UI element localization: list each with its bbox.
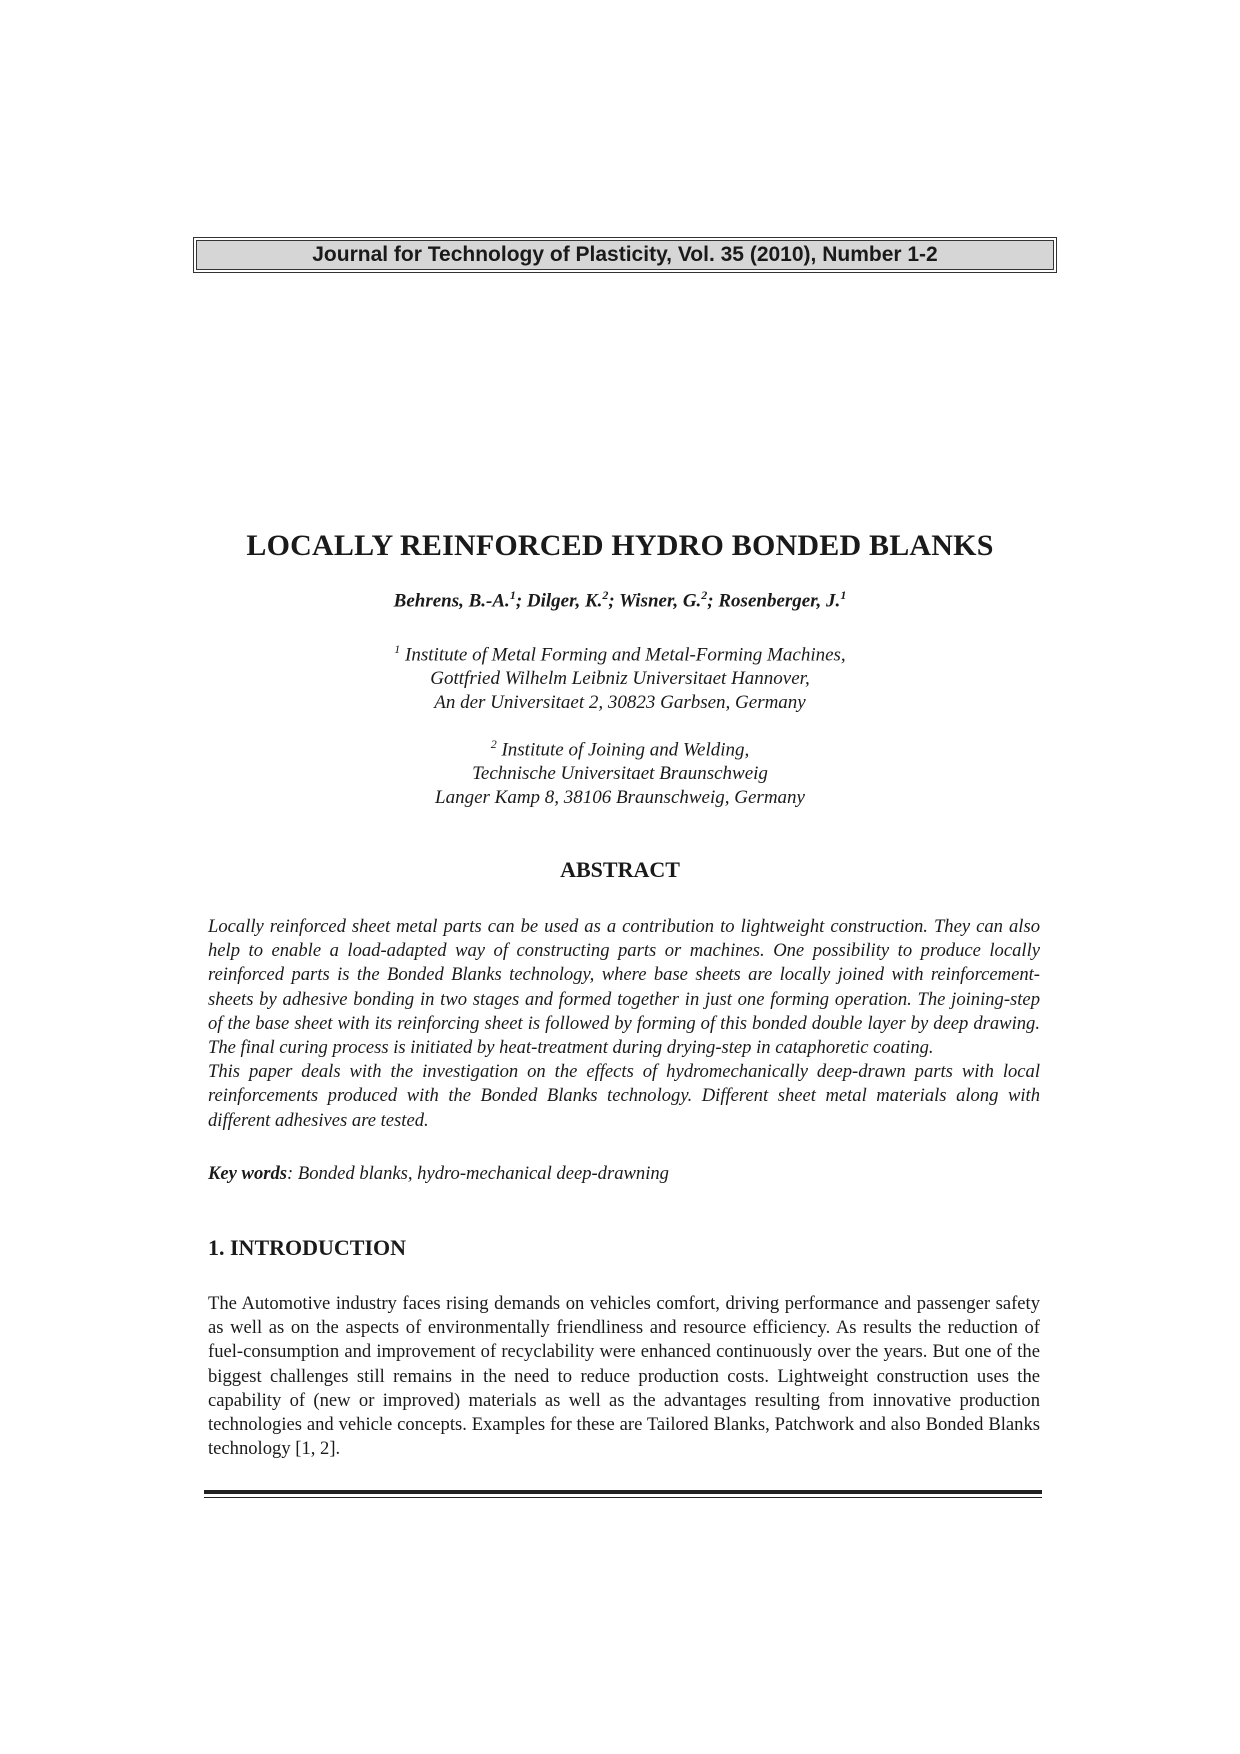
author-affiliation-mark: 1 [509, 588, 516, 602]
keywords [208, 1163, 1040, 1185]
section-heading-introduction: 1. INTRODUCTION [208, 1235, 407, 1260]
affiliation-mark: 1 [394, 642, 401, 656]
journal-header: Journal for Technology of Plasticity, Vol. 35 (2010), Number 1-2 [196, 240, 1054, 270]
keywords-label: Key words [208, 1163, 288, 1184]
affiliation-2 [0, 732, 1240, 810]
affiliation-line: Gottfried Wilhelm Leibniz Universitaet Hannover, [430, 668, 810, 690]
author-list [0, 588, 1240, 612]
affiliation-line: $^2$ Institute of Joining and Welding, [490, 737, 750, 761]
author-name: Wisner, G. [619, 590, 702, 612]
author-affiliation-mark: 2 [602, 588, 609, 602]
author-name: Dilger, K. [526, 590, 603, 612]
affiliation-line: $^1$ Institute of Metal Forming and Metal-Forming Machines, [394, 642, 846, 666]
abstract-paragraph: Locally reinforced sheet metal parts can be used as a contribution to lightweight construction. They can also help to enable a load-adapted way of constructing parts or machines. One possibility to produce locally reinforced parts is the Bonded Blanks technology, where base sheets are locally joined with reinforcement-sheets by adhesive bonding in two stages and formed together in just one forming operation. The joining-step of the base sheet with its reinforcing sheet is followed by forming of this bonded double layer by deep drawing. The final curing process is initiated by heat-treatment during drying-step in cataphoretic coating. [208, 916, 1040, 1059]
affiliation-line: Langer Kamp 8, 38106 Braunschweig, Germany [435, 787, 805, 809]
author-affiliation-mark: 1 [840, 588, 847, 602]
author-name: Rosenberger, J. [718, 590, 841, 612]
affiliation-line: An der Universitaet 2, 30823 Garbsen, Germany [434, 692, 806, 714]
abstract-body [208, 915, 1040, 1133]
affiliation-mark: 2 [490, 737, 497, 751]
introduction-paragraph: The Automotive industry faces rising demands on vehicles comfort, driving performance and passenger safety as well as on the aspects of environmentally friendliness and resource efficiency. As results the reduction of fuel-consumption and improvement of recyclability were enhanced continuously over the years. But one of the biggest challenges still remains in the need to reduce production costs. Lightweight construction uses the capability of (new or improved) materials as well as the advantages resulting from innovative production technologies and vehicle concepts. Examples for these are Tailored Blanks, Patchwork and also Bonded Blanks technology [1, 2]. [208, 1293, 1040, 1460]
abstract-paragraph: This paper deals with the investigation on the effects of hydromechanically deep-drawn parts with local reinforcements produced with the Bonded Blanks technology. Different sheet metal materials along with different adhesives are tested. [208, 1061, 1040, 1131]
author-separator: ; [515, 590, 527, 612]
footer-rule-thin [204, 1497, 1042, 1498]
paper-title: LOCALLY REINFORCED HYDRO BONDED BLANKS [246, 529, 994, 562]
footer-rule [204, 1490, 1042, 1494]
abstract-heading: ABSTRACT [560, 857, 680, 882]
journal-header-box [193, 237, 1057, 273]
author-name: Behrens, B.-A. [393, 590, 510, 612]
author-separator: ; [608, 590, 620, 612]
affiliation-line: Technische Universitaet Braunschweig [472, 763, 768, 785]
keywords-text: : Bonded blanks, hydro-mechanical deep-drawning [287, 1163, 669, 1184]
author-separator: ; [707, 590, 719, 612]
affiliation-1 [0, 637, 1240, 715]
author-affiliation-mark: 2 [701, 588, 708, 602]
